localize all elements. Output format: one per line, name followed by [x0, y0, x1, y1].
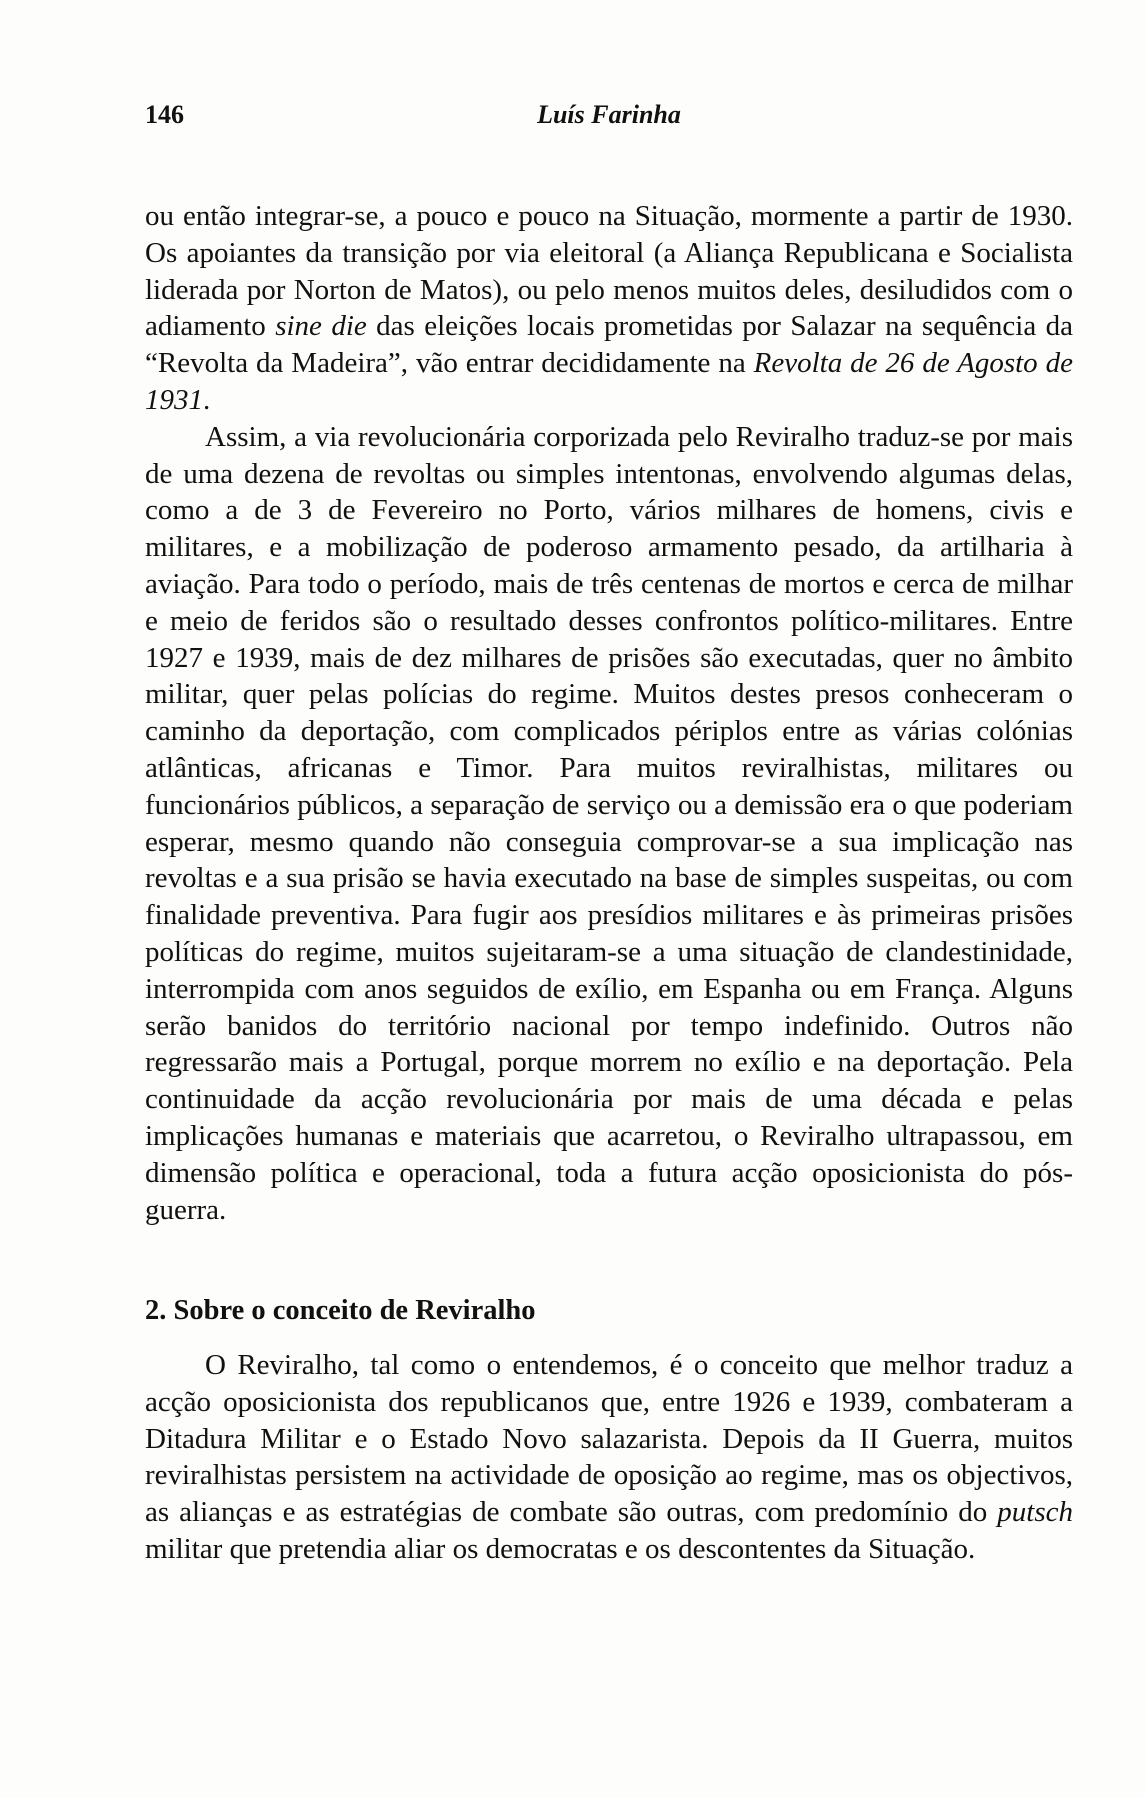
paragraph-2: Assim, a via revolucionária corporizada pelo Reviralho traduz-se por mais de uma dezena de revoltas ou simples intentonas, envolvendo algumas delas, como a de 3 de Fevereiro no Porto, vários milhares de homens, civis e militares, e a mobilização de poderoso armamento pesado, da artilharia à aviação. Para todo o período, mais de três centenas de mortos e cerca de milhar e meio de feridos são o resultado desses confrontos político-militares. Entre 1927 e 1939, mais de dez milhares de prisões são executadas, quer no âmbito militar, quer pelas polícias do regime. Muitos destes presos conheceram o caminho da deportação, com complicados périplos entre as várias colónias atlânticas, africanas e Timor. Para muitos reviralhistas, militares ou funcionários públicos, a separação de serviço ou a demissão era o que poderiam esperar, mesmo quando não conseguia comprovar-se a sua implicação nas revoltas e a sua prisão se havia executado na base de simples suspeitas, ou com finalidade preventiva. Para fugir aos presídios militares e às primeiras prisões políticas do regime, muitos sujeitaram-se a uma situação de clandestinidade, interrompida com anos seguidos de exílio, em Espanha ou em França. Alguns serão banidos do território nacional por tempo indefinido. Outros não regressarão mais a Portugal, porque morrem no exílio e na deportação. Pela continuidade da acção revolucionária por mais de uma década e pelas implicações humanas e materiais que acarretou, o Reviralho ultrapassou, em dimensão política e operacional, toda a futura acção oposicionista do pós-guerra. [145, 420, 1073, 1226]
section-paragraph-1-text-1: O Reviralho, tal como o entendemos, é o conceito que melhor traduz a acção oposicionista dos republicanos que, entre 1926 e 1939, combateram a Ditadura Militar e o Estado Novo salazarista. Depois da II Guerra, muitos reviralhistas persistem na actividade de oposição ao regime, mas os objectivos, as alianças e as estratégias de combate são outras, com predomínio do [145, 1349, 1073, 1529]
page-number: 146 [145, 100, 184, 129]
running-head-author: Luís Farinha [537, 100, 681, 129]
paragraph-1-italic-1: sine die [275, 310, 367, 343]
paragraph-1-text-3: . [203, 383, 211, 416]
section-title: 2. Sobre o conceito de Reviralho [145, 1295, 536, 1326]
section-paragraph-1 [145, 1347, 1073, 1568]
paragraph-1-text-2: das eleições locais prometidas por Salazar na sequência da “Revolta da Madeira”, vão entrar decididamente na [145, 310, 1073, 380]
section-paragraph-1-italic: putsch [997, 1496, 1073, 1529]
paragraph-1 [145, 198, 1073, 419]
paragraph-1-italic-2: Revolta de 26 de Agosto de 1931 [145, 347, 1073, 416]
section-text [145, 1347, 1073, 1568]
section-2 [145, 1295, 1073, 1568]
paragraph-1-text-1: ou então integrar-se, a pouco e pouco na Situação, mormente a partir de 1930. Os apoiantes da transição por via eleitoral (a Aliança Republicana e Socialista liderada por Norton de Matos), ou pelo menos muitos deles, desiludidos com o adiamento [145, 200, 1073, 343]
body-text [145, 198, 1073, 1228]
section-paragraph-1-text-2: militar que pretendia aliar os democratas e os descontentes da Situação. [145, 1532, 976, 1565]
page-header [145, 100, 1073, 140]
